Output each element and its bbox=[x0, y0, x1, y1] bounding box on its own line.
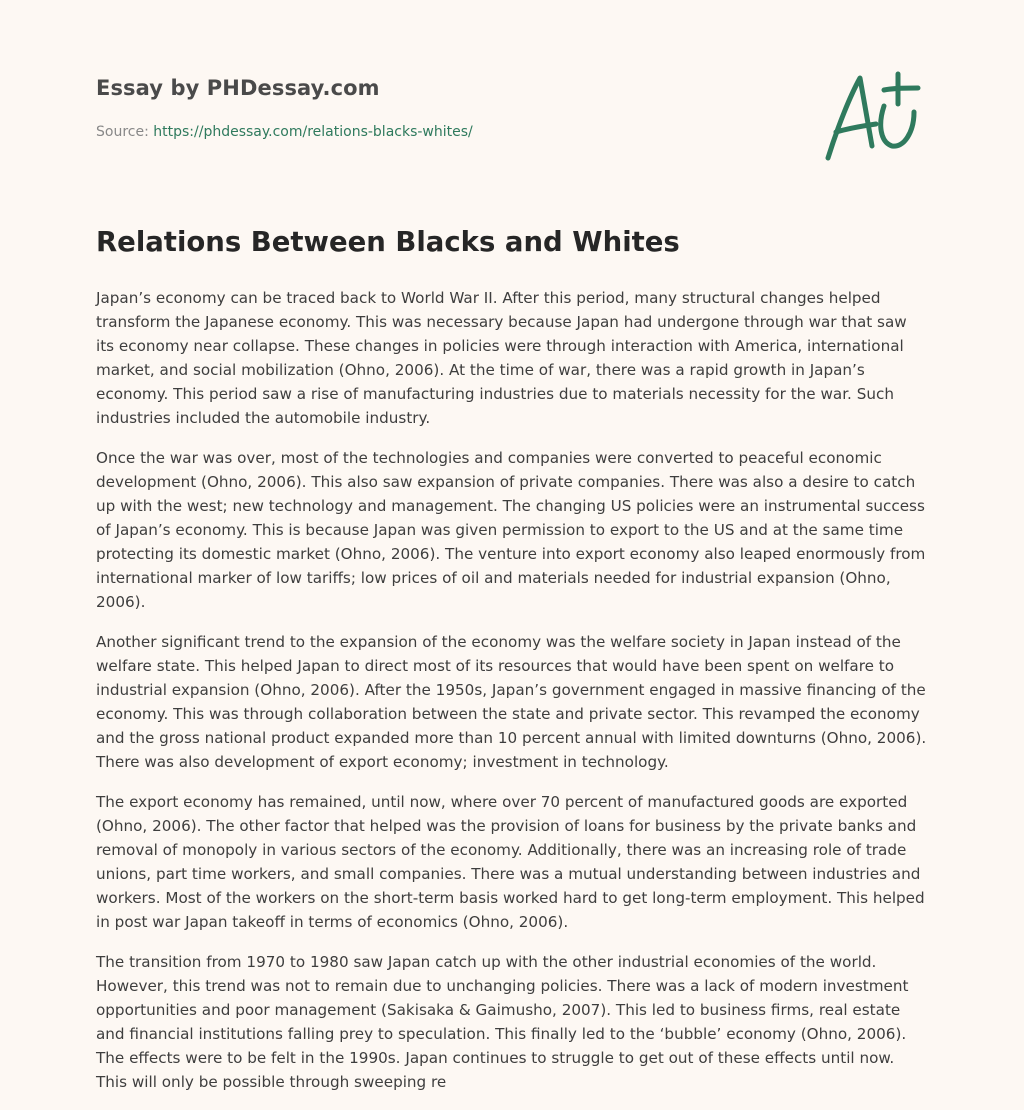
essay-paragraph: Another significant trend to the expansion of the economy was the welfare society in Japan instead of the welfare state. This helped Japan to direct most of its resources that would have been spent on welfare to industrial expansion (Ohno, 2006). After the 1950s, Japan’s government engaged in massive financing of the economy. This was through collaboration between the state and private sector. This revamped the economy and the gross national product expanded more than 10 percent annual with limited downturns (Ohno, 2006). There was also development of export economy; investment in technology. bbox=[96, 633, 927, 771]
source-label: Source: bbox=[96, 124, 149, 140]
essay-paragraph: Once the war was over, most of the technologies and companies were converted to peaceful economic development (Ohno, 2006). This also saw expansion of private companies. There was also a desire to catch up with the west; new technology and management. The changing US policies were an instrumental success of Japan’s economy. This is because Japan was given permission to export to the US and at the same time protecting its domestic market (Ohno, 2006). The venture into export economy also leaped enormously from international marker of low tariffs; low prices of oil and materials needed for industrial expansion (Ohno, 2006). bbox=[96, 449, 926, 611]
essay-title: Relations Between Blacks and Whites bbox=[96, 226, 680, 258]
site-brand: Essay by PHDessay.com bbox=[96, 76, 380, 100]
essay-paragraph: The export economy has remained, until now, where over 70 percent of manufactured goods are exported (Ohno, 2006). The other factor that helped was the provision of loans for business by the private banks and removal of monopoly in various sectors of the economy. Additionally, there was an increasing role of trade unions, part time workers, and small companies. There was a mutual understanding between industries and workers. Most of the workers on the short-term basis worked hard to get long-term employment. This helped in post war Japan takeoff in terms of economics (Ohno, 2006). bbox=[96, 793, 925, 931]
essay-body bbox=[96, 286, 928, 1110]
essay-paragraph: The transition from 1970 to 1980 saw Japan catch up with the other industrial economies of the world. However, this trend was not to remain due to unchanging policies. There was a lack of modern investment opportunities and poor management (Sakisaka & Gaimusho, 2007). This led to business firms, real estate and financial institutions falling prey to speculation. This finally led to the ‘bubble’ economy (Ohno, 2006). The effects were to be felt in the 1990s. Japan continues to struggle to get out of these effects until now. This will only be possible through sweeping re bbox=[96, 953, 909, 1091]
a-plus-grade-icon bbox=[818, 66, 928, 166]
source-link[interactable]: https://phdessay.com/relations-blacks-whites/ bbox=[153, 124, 473, 140]
source-line bbox=[96, 124, 473, 140]
essay-paragraph: Japan’s economy can be traced back to World War II. After this period, many structural changes helped transform the Japanese economy. This was necessary because Japan had undergone through war that saw its economy near collapse. These changes in policies were through interaction with America, international market, and social mobilization (Ohno, 2006). At the time of war, there was a rapid growth in Japan’s economy. This period saw a rise of manufacturing industries due to materials necessity for the war. Such industries included the automobile industry. bbox=[96, 289, 907, 427]
